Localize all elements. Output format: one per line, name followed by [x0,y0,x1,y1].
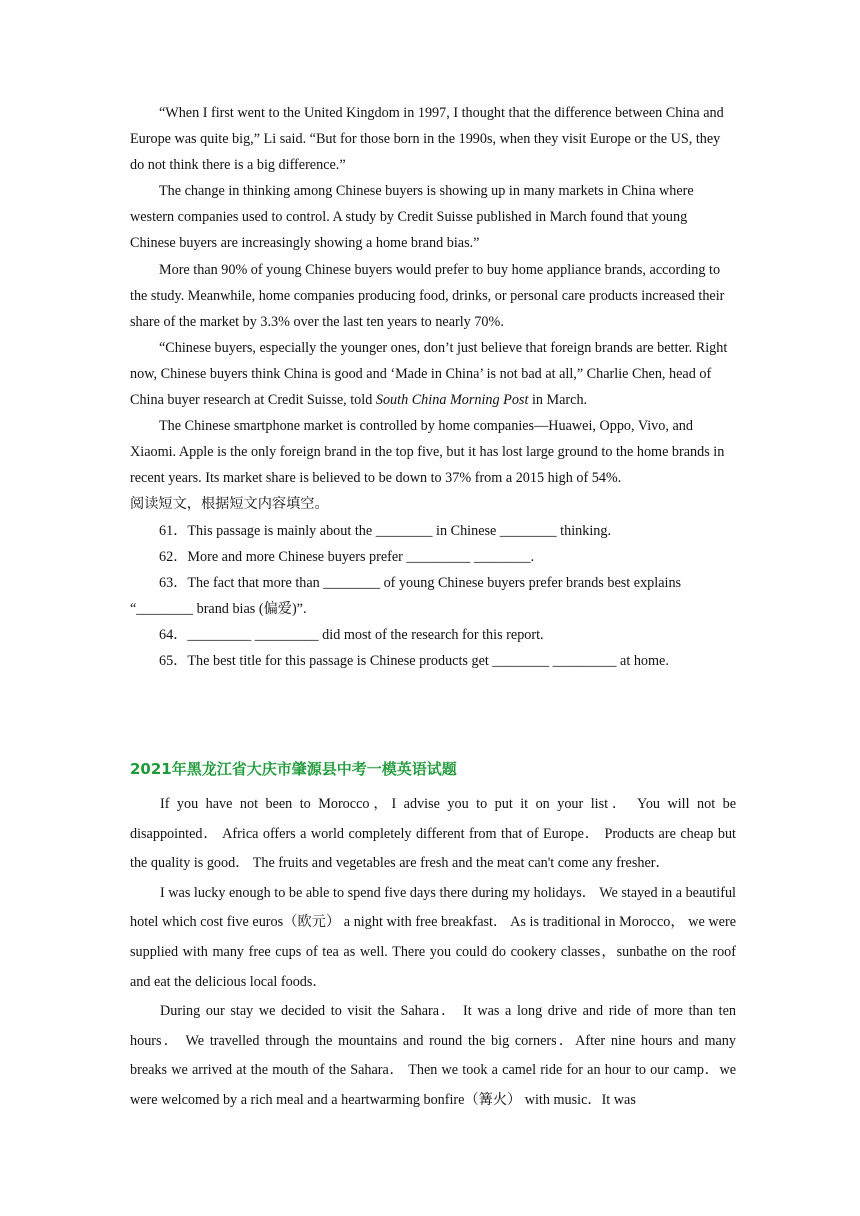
question-65 [130,648,736,674]
question-text: The best title for this passage is Chinese products get ________ _________ at home. [187,652,669,669]
passage2-paragraph-2: I was lucky enough to be able to spend five days there during my holidays． We stayed in a beautiful hotel which cost five euros（欧元） a night with free breakfast． As is traditional in Morocco， we were supplied with many free cups of tea as well. There you could do cookery classes，sunbathe on the roof and eat the delicious local foods． [130,884,736,990]
section-title: 2021年黑龙江省大庆市肇源县中考一模英语试题 [130,760,457,778]
question-61 [130,518,736,544]
question-list [130,518,736,675]
passage1-paragraph-5: The Chinese smartphone market is controlled by home companies—Huawei, Oppo, Vivo, and Xiaomi. Apple is the only foreign brand in the top five, but it has lost large ground to the home brands in recent years. Its market share is believed to be down to 37% from a 2015 high of 54%. [130,418,725,487]
passage1-paragraph-4 [130,335,736,413]
question-number: 61． [159,522,188,539]
instruction-text: 阅读短文，根据短文内容填空。 [130,496,329,513]
passage-one [130,100,736,674]
question-number: 62． [159,548,188,565]
question-number: 65． [159,652,188,669]
paragraph-4-text-after: in March. [528,392,588,409]
passage2-paragraph-3: During our stay we decided to visit the Sahara． It was a long drive and ride of more than ten hours． We travelled through the mountains and round the big corners．After nine hours and many breaks we arrived at the mouth of the Sahara． Then we took a camel ride for an hour to our camp．we were welcomed by a rich meal and a heartwarming bonfire（篝火） with music．It was [130,1003,736,1108]
question-text: The fact that more than ________ of young Chinese buyers prefer brands best explains “________ brand bias (偏爱)”. [130,574,682,617]
question-text: More and more Chinese buyers prefer _________ ________. [187,548,535,565]
newspaper-title: South China Morning Post [375,392,529,409]
passage2-paragraph-1: If you have not been to Morocco，I advise you to put it on your list． You will not be disappointed． Africa offers a world completely different from that of Europe． Products are cheap but the quality is good． The fruits and vegetables are fresh and the meat can't come any fresher． [130,796,736,872]
passage1-paragraph-1: “When I first went to the United Kingdom in 1997, I thought that the difference between China and Europe was quite big,” Li said. “But for those born in the 1990s, when they visit Europe or the US, they do not think there is a big difference.” [130,105,724,174]
passage-two [130,790,736,1116]
question-number: 63． [159,574,188,591]
paragraph-4-text-before: “Chinese buyers, especially the younger ones, don’t just believe that foreign brands are better. Right now, Chinese buyers think China is good and ‘Made in China’ is not bad at all,” Charlie Chen, head of China buyer research at Credit Suisse, told [130,339,728,409]
passage1-paragraph-2: The change in thinking among Chinese buyers is showing up in many markets in China where western companies used to control. A study by Credit Suisse published in March found that young Chinese buyers are increasingly showing a home brand bias.” [130,183,694,252]
question-62 [130,544,736,570]
question-64 [130,622,736,648]
passage1-paragraph-3: More than 90% of young Chinese buyers would prefer to buy home appliance brands, according to the study. Meanwhile, home companies producing food, drinks, or personal care products increased their share of the market by 3.3% over the last ten years to nearly 70%. [130,261,725,330]
question-number: 64． [159,626,188,643]
question-text: This passage is mainly about the ________ in Chinese ________ thinking. [187,522,612,539]
question-text: _________ _________ did most of the research for this report. [187,626,544,643]
question-63 [130,570,736,622]
